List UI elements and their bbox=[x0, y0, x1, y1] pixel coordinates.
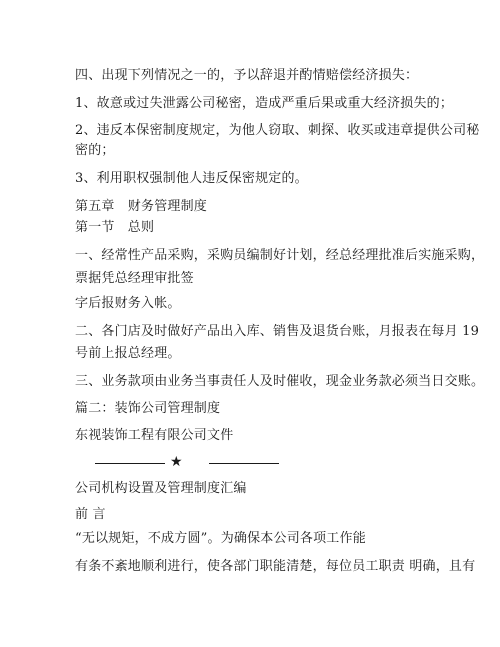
star-divider bbox=[95, 455, 285, 471]
preface-heading: 前 言 bbox=[75, 507, 106, 522]
part-heading: 篇二：装饰公司管理制度 bbox=[75, 401, 221, 416]
text-line: 一、经常性产品采购，采购员编制好计划，经总经理批准后实施采购， bbox=[75, 248, 485, 263]
text-line: 密的； bbox=[75, 143, 115, 158]
text-line: 票据凭总经理审批签 bbox=[75, 271, 194, 286]
section-heading: 第一节 总则 bbox=[75, 220, 155, 235]
text-line: 有条不紊地顺利进行，使各部门职能清楚，每位员工职责 明确，且有 bbox=[75, 559, 476, 574]
text-line: 公司机构设置及管理制度汇编 bbox=[75, 481, 247, 496]
divider-rule-left bbox=[95, 463, 165, 464]
text-line: 号前上报总经理。 bbox=[75, 346, 181, 361]
text-line: 四、出现下列情况之一的，予以辞退并酌情赔偿经济损失： bbox=[75, 68, 419, 83]
text-line: 二、各门店及时做好产品出入库、销售及退货台账，月报表在每月 19 bbox=[75, 324, 480, 339]
star-icon: ★ bbox=[170, 454, 183, 470]
chapter-heading: 第五章 财务管理制度 bbox=[75, 199, 208, 214]
text-line: 字后报财务入帐。 bbox=[75, 296, 181, 311]
divider-rule-right bbox=[209, 463, 279, 464]
company-title: 东视装饰工程有限公司文件 bbox=[75, 428, 234, 443]
text-line: “无以规矩，不成方圆”。为确保本公司各项工作能 bbox=[75, 531, 366, 546]
text-line: 2、违反本保密制度规定，为他人窃取、刺探、收买或违章提供公司秘 bbox=[75, 123, 480, 138]
text-line: 3、利用职权强制他人违反保密规定的。 bbox=[75, 171, 308, 186]
text-line: 1、故意或过失泄露公司秘密，造成严重后果或重大经济损失的； bbox=[75, 96, 454, 111]
text-line: 三、业务款项由业务当事责任人及时催收，现金业务款必须当日交账。 bbox=[75, 374, 485, 389]
